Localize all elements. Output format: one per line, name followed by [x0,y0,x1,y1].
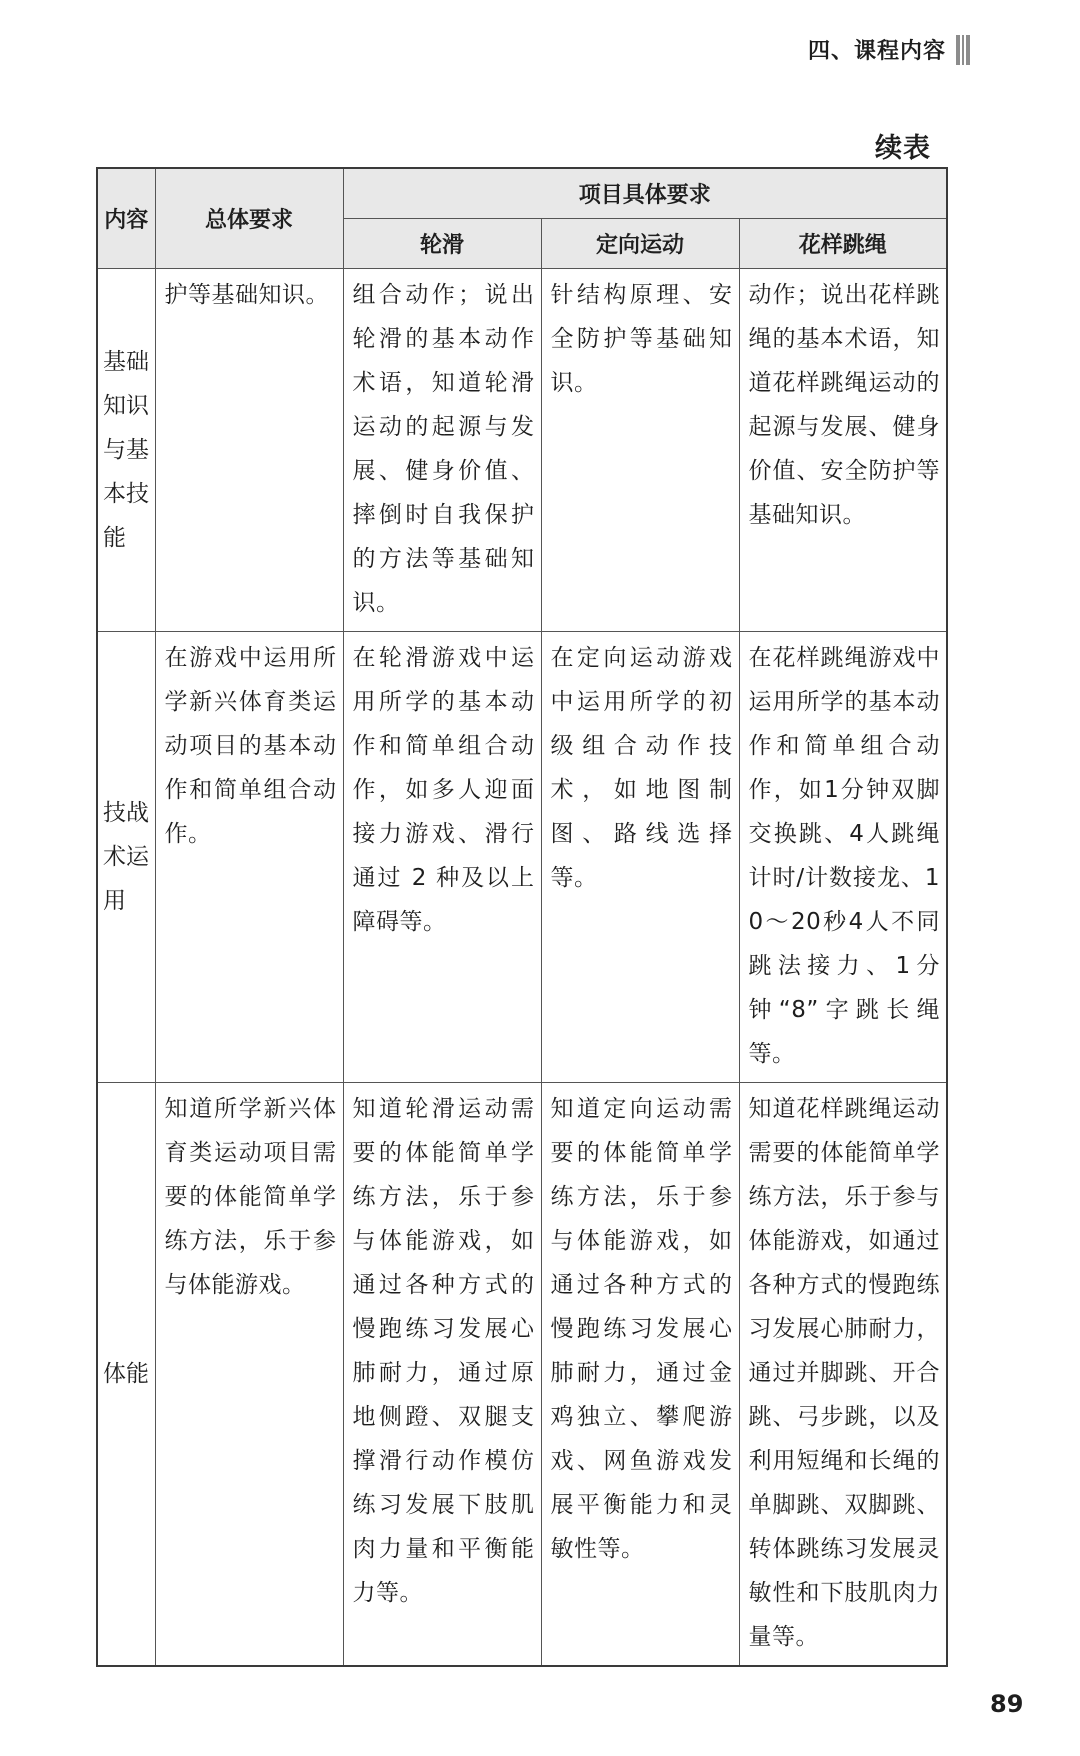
cell-fancy-rope-skipping: 知道花样跳绳运动需要的体能简单学练方法，乐于参与体能游戏，如通过各种方式的慢跑练习发展心肺耐力，通过并脚跳、开合跳、弓步跳，以及利用短绳和长绳的单脚跳、双脚跳、转体跳练习发展灵敏性和下肢肌肉力量等。 [739,1083,947,1667]
cell-roller-skating: 知道轮滑运动需要的体能简单学练方法，乐于参与体能游戏，如通过各种方式的慢跑练习发展心肺耐力，通过原地侧蹬、双腿支撑滑行动作模仿练习发展下肢肌肉力量和平衡能力等。 [343,1083,541,1667]
header-specific-requirements: 项目具体要求 [343,168,947,219]
cell-orienteering: 针结构原理、安全防护等基础知识。 [541,269,739,632]
cell-fancy-rope-skipping: 动作；说出花样跳绳的基本术语，知道花样跳绳运动的起源与发展、健身价值、安全防护等基础知识。 [739,269,947,632]
header-roller-skating: 轮滑 [343,219,541,269]
cell-roller-skating: 在轮滑游戏中运用所学的基本动作和简单组合动作，如多人迎面接力游戏、滑行通过 2 种及以上障碍等。 [343,632,541,1083]
cell-overall: 在游戏中运用所学新兴体育类运动项目的基本动作和简单组合动作。 [155,632,343,1083]
header-fancy-rope-skipping: 花样跳绳 [739,219,947,269]
continued-label: 续表 [875,133,931,164]
page-number: 89 [990,1690,1024,1718]
cell-overall: 护等基础知识。 [155,269,343,632]
cell-orienteering: 知道定向运动需要的体能简单学练方法，乐于参与体能游戏，如通过各种方式的慢跑练习发展心肺耐力，通过金鸡独立、攀爬游戏、网鱼游戏发展平衡能力和灵敏性等。 [541,1083,739,1667]
header-orienteering: 定向运动 [541,219,739,269]
header-content: 内容 [97,168,155,269]
cell-roller-skating: 组合动作；说出轮滑的基本动作术语，知道轮滑运动的起源与发展、健身价值、摔倒时自我保护的方法等基础知识。 [343,269,541,632]
cell-orienteering: 在定向运动游戏中运用所学的初级组合动作技术，如地图制图、路线选择等。 [541,632,739,1083]
table-row [97,1083,947,1667]
cell-fancy-rope-skipping: 在花样跳绳游戏中运用所学的基本动作和简单组合动作，如1分钟双脚交换跳、4人跳绳计时/计数接龙、10～20秒4人不同跳法接力、1分钟“8”字跳长绳等。 [739,632,947,1083]
row-label: 基础知识与基本技能 [97,269,155,632]
chapter-marker-icon [956,35,970,65]
running-title: 四、课程内容 [807,39,946,64]
row-label: 技战术运用 [97,632,155,1083]
cell-overall: 知道所学新兴体育类运动项目需要的体能简单学练方法，乐于参与体能游戏。 [155,1083,343,1667]
table-row [97,269,947,632]
row-label: 体能 [97,1083,155,1667]
table-row [97,632,947,1083]
running-head [808,34,970,65]
course-content-table [96,167,948,1667]
header-overall-requirements: 总体要求 [155,168,343,269]
